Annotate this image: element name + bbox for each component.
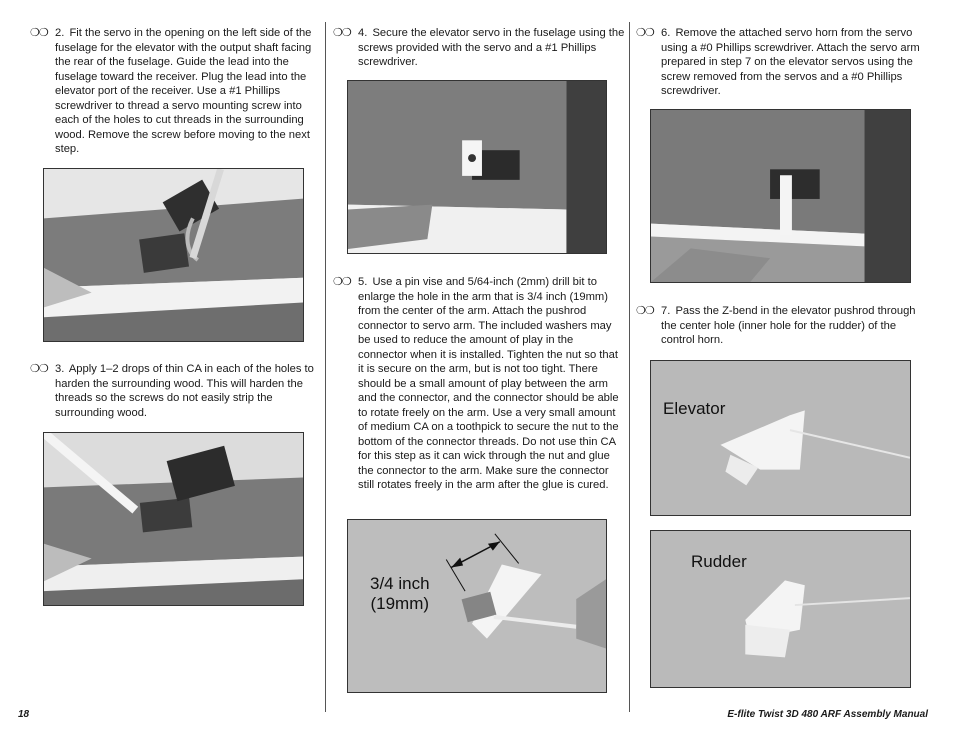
measurement-label-inch: 3/4 inch bbox=[370, 574, 430, 593]
step-text: Fit the servo in the opening on the left side of the fuselage for the elevator with the output shaft facing the rear of the fuselage. Guide the lead into the fuselage toward the receiver. Plug the lead into the elevator port of the receiver. Use a #1 Phillips screwdriver to thread a servo mounting screw into each of the holes to cut threads in the surrounding wood. Remove the screw before moving to the next step. bbox=[55, 27, 312, 155]
checkbox-icon[interactable]: ❍❍ bbox=[333, 276, 351, 288]
step-number: 3. bbox=[55, 363, 65, 375]
checkbox-icon[interactable]: ❍❍ bbox=[30, 27, 48, 39]
step-text: Remove the attached servo horn from the servo using a #0 Phillips screwdriver. Attach the servo arm prepared in step 7 on the elevator servos using the screw removed from the servos and a #0 Phillips screwdriver. bbox=[661, 27, 920, 97]
step-number: 2. bbox=[55, 27, 65, 39]
photo-elevator-horn bbox=[650, 360, 911, 516]
step-5 bbox=[333, 275, 625, 493]
step-number: 7. bbox=[661, 305, 671, 317]
rudder-label: Rudder bbox=[691, 552, 747, 571]
manual-title: E-flite Twist 3D 480 ARF Assembly Manual bbox=[727, 709, 928, 720]
photo-ca-drops bbox=[43, 432, 304, 606]
photo-servo-secured bbox=[347, 80, 607, 254]
page-number: 18 bbox=[18, 709, 30, 720]
photo-servo-arm-attached bbox=[650, 109, 911, 283]
step-text: Apply 1–2 drops of thin CA in each of the holes to harden the surrounding wood. This will harden the threads so the screws do not easily strip the surrounding wood. bbox=[55, 363, 314, 419]
photo-servo-fit bbox=[43, 168, 304, 342]
step-number: 4. bbox=[358, 27, 368, 39]
checkbox-icon[interactable]: ❍❍ bbox=[636, 27, 654, 39]
step-3 bbox=[30, 362, 322, 420]
step-text: Secure the elevator servo in the fuselage using the screws provided with the servo and a #1 Phillips screwdriver. bbox=[358, 27, 625, 68]
column-divider bbox=[325, 22, 326, 712]
step-4 bbox=[333, 26, 625, 70]
checkbox-icon[interactable]: ❍❍ bbox=[636, 305, 654, 317]
step-number: 5. bbox=[358, 276, 368, 288]
step-7 bbox=[636, 304, 928, 348]
checkbox-icon[interactable]: ❍❍ bbox=[30, 363, 48, 375]
photo-connector-measure bbox=[347, 519, 607, 693]
step-number: 6. bbox=[661, 27, 671, 39]
measurement-label bbox=[370, 574, 430, 614]
photo-rudder-horn bbox=[650, 530, 911, 688]
column-divider bbox=[629, 22, 630, 712]
checkbox-icon[interactable]: ❍❍ bbox=[333, 27, 351, 39]
step-2 bbox=[30, 26, 322, 157]
step-text: Use a pin vise and 5/64-inch (2mm) drill bit to enlarge the hole in the arm that is 3/4 inch (19mm) from the center of the arm. Attach the pushrod connector to servo arm. The included washers may be used to reduce the amount of play in the connector when it is installed. Tighten the nut so that it is secure on the arm, but is not too tight. There should be a small amount of play between the arm and the connector, and the connector should be able to rotate freely on the arm. Use a very small amount of medium CA on a toothpick to secure the nut to the bottom of the connector threads. Do not use thin CA for this step as it can wick through the nut and glue the connector to the arm. Make sure the connector still rotates freely in the arm after the glue is cured. bbox=[358, 276, 619, 491]
step-6 bbox=[636, 26, 928, 99]
elevator-label: Elevator bbox=[663, 399, 726, 418]
step-text: Pass the Z-bend in the elevator pushrod through the center hole (inner hole for the rudder) of the control horn. bbox=[661, 305, 916, 346]
measurement-label-mm: (19mm) bbox=[370, 594, 430, 613]
